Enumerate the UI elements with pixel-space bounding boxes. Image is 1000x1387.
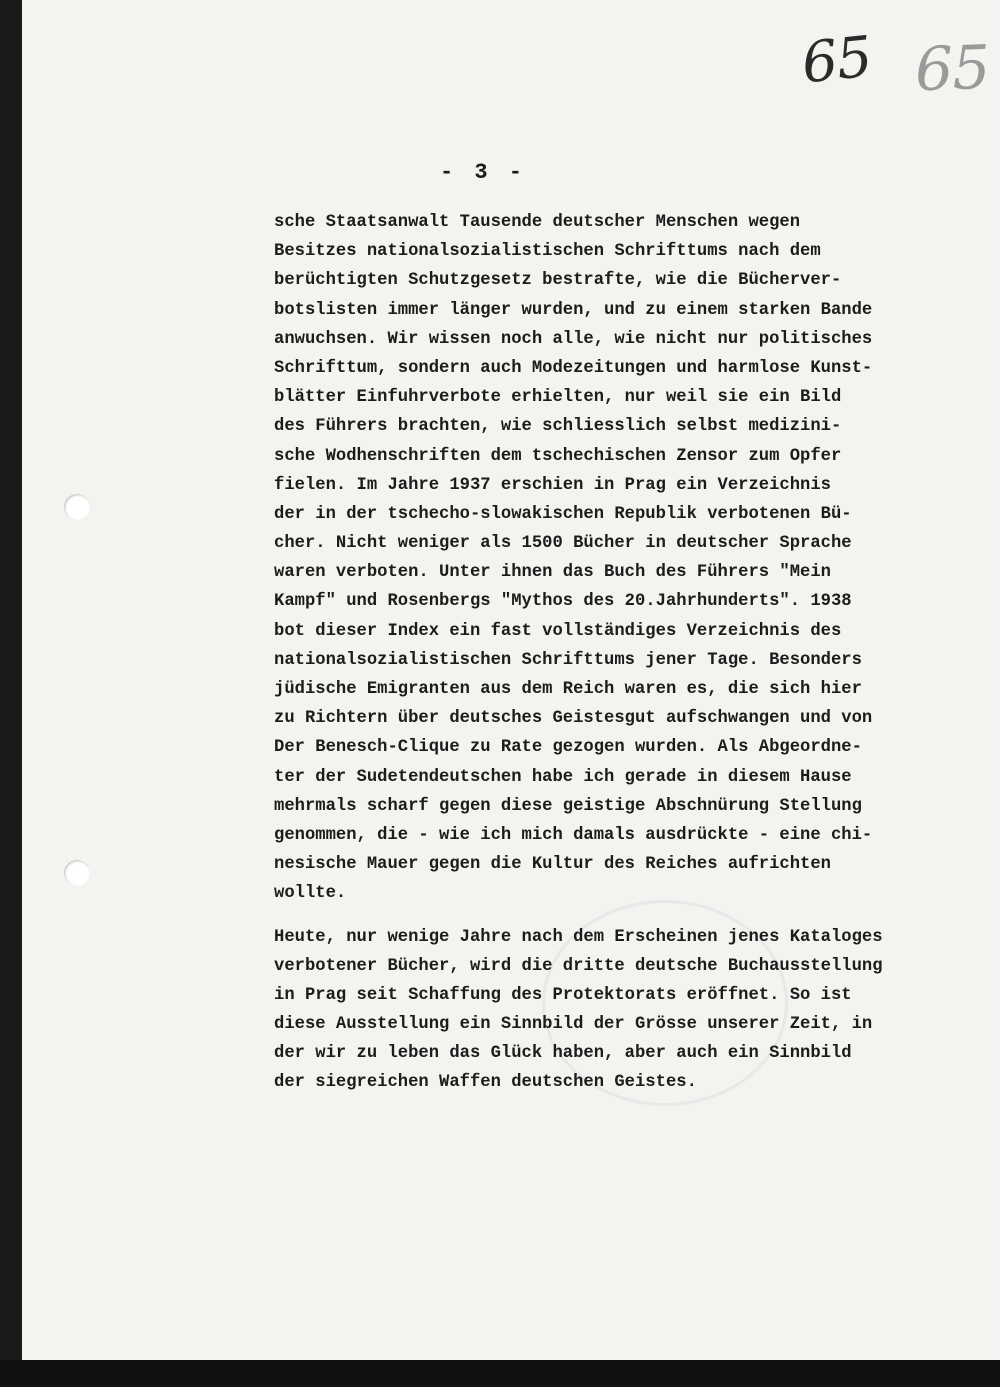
body-text bbox=[274, 208, 994, 1098]
text-line: der wir zu leben das Glück haben, aber auch ein Sinnbild bbox=[274, 1044, 852, 1064]
paragraph bbox=[274, 923, 994, 1098]
text-line: sche Wodhenschriften dem tschechischen Zensor zum Opfer bbox=[274, 446, 842, 466]
text-line: der in der tschecho-slowakischen Republik verbotenen Bü- bbox=[274, 504, 852, 524]
text-line: diese Ausstellung ein Sinnbild der Grösse unserer Zeit, in bbox=[274, 1015, 873, 1035]
text-line: fielen. Im Jahre 1937 erschien in Prag ein Verzeichnis bbox=[274, 475, 831, 495]
text-line: anwuchsen. Wir wissen noch alle, wie nicht nur politisches bbox=[274, 329, 873, 349]
paragraph-gap bbox=[274, 909, 994, 923]
text-line: nesische Mauer gegen die Kultur des Reiches aufrichten bbox=[274, 855, 831, 875]
text-line: botslisten immer länger wurden, und zu einem starken Bande bbox=[274, 300, 873, 320]
text-line: blätter Einfuhrverbote erhielten, nur weil sie ein Bild bbox=[274, 388, 842, 408]
scan-background bbox=[0, 1360, 1000, 1387]
text-line: jüdische Emigranten aus dem Reich waren es, die sich hier bbox=[274, 680, 862, 699]
text-line: berüchtigten Schutzgesetz bestrafte, wie die Bücherver- bbox=[274, 271, 842, 291]
text-line: bot dieser Index ein fast vollständiges Verzeichnis des bbox=[274, 621, 842, 641]
paragraph bbox=[274, 208, 994, 909]
text-line: ter der Sudetendeutschen habe ich gerade in diesem Hause bbox=[274, 767, 852, 787]
text-line: Schrifttum, sondern auch Modezeitungen und harmlose Kunst- bbox=[274, 358, 873, 378]
text-line: wollte. bbox=[274, 884, 347, 904]
text-line: cher. Nicht weniger als 1500 Bücher in deutscher Sprache bbox=[274, 534, 852, 554]
text-line: des Führers brachten, wie schliesslich selbst medizini- bbox=[274, 417, 842, 437]
text-line: genommen, die - wie ich mich damals ausdrückte - eine chi- bbox=[274, 825, 873, 845]
text-line: mehrmals scharf gegen diese geistige Abschnürung Stellung bbox=[274, 796, 862, 816]
punch-hole bbox=[64, 494, 90, 520]
text-line: Der Benesch-Clique zu Rate gezogen wurden. Als Abgeordne- bbox=[274, 738, 862, 758]
text-line: Besitzes nationalsozialistischen Schrifttums nach dem bbox=[274, 242, 821, 262]
text-line: verbotener Bücher, wird die dritte deutsche Buchausstellung bbox=[274, 956, 883, 976]
text-line: Heute, nur wenige Jahre nach dem Erscheinen jenes Kataloges bbox=[274, 927, 883, 947]
text-line: Kampf" und Rosenbergs "Mythos des 20.Jahrhunderts". 1938 bbox=[274, 592, 852, 612]
handwritten-page-annotation-faint: 65 bbox=[913, 32, 991, 106]
text-line: zu Richtern über deutsches Geistesgut aufschwangen und von bbox=[274, 709, 873, 729]
text-line: in Prag seit Schaffung des Protektorats eröffnet. So ist bbox=[274, 985, 852, 1005]
handwritten-page-annotation: 65 bbox=[798, 24, 875, 97]
text-line: waren verboten. Unter ihnen das Buch des Führers "Mein bbox=[274, 563, 831, 583]
text-line: sche Staatsanwalt Tausende deutscher Menschen wegen bbox=[274, 213, 801, 232]
punch-hole bbox=[64, 860, 90, 886]
document-page bbox=[22, 0, 1000, 1360]
text-line: nationalsozialistischen Schrifttums jener Tage. Besonders bbox=[274, 650, 862, 670]
page-number: - 3 - bbox=[440, 160, 527, 185]
text-line: der siegreichen Waffen deutschen Geistes. bbox=[274, 1073, 697, 1093]
